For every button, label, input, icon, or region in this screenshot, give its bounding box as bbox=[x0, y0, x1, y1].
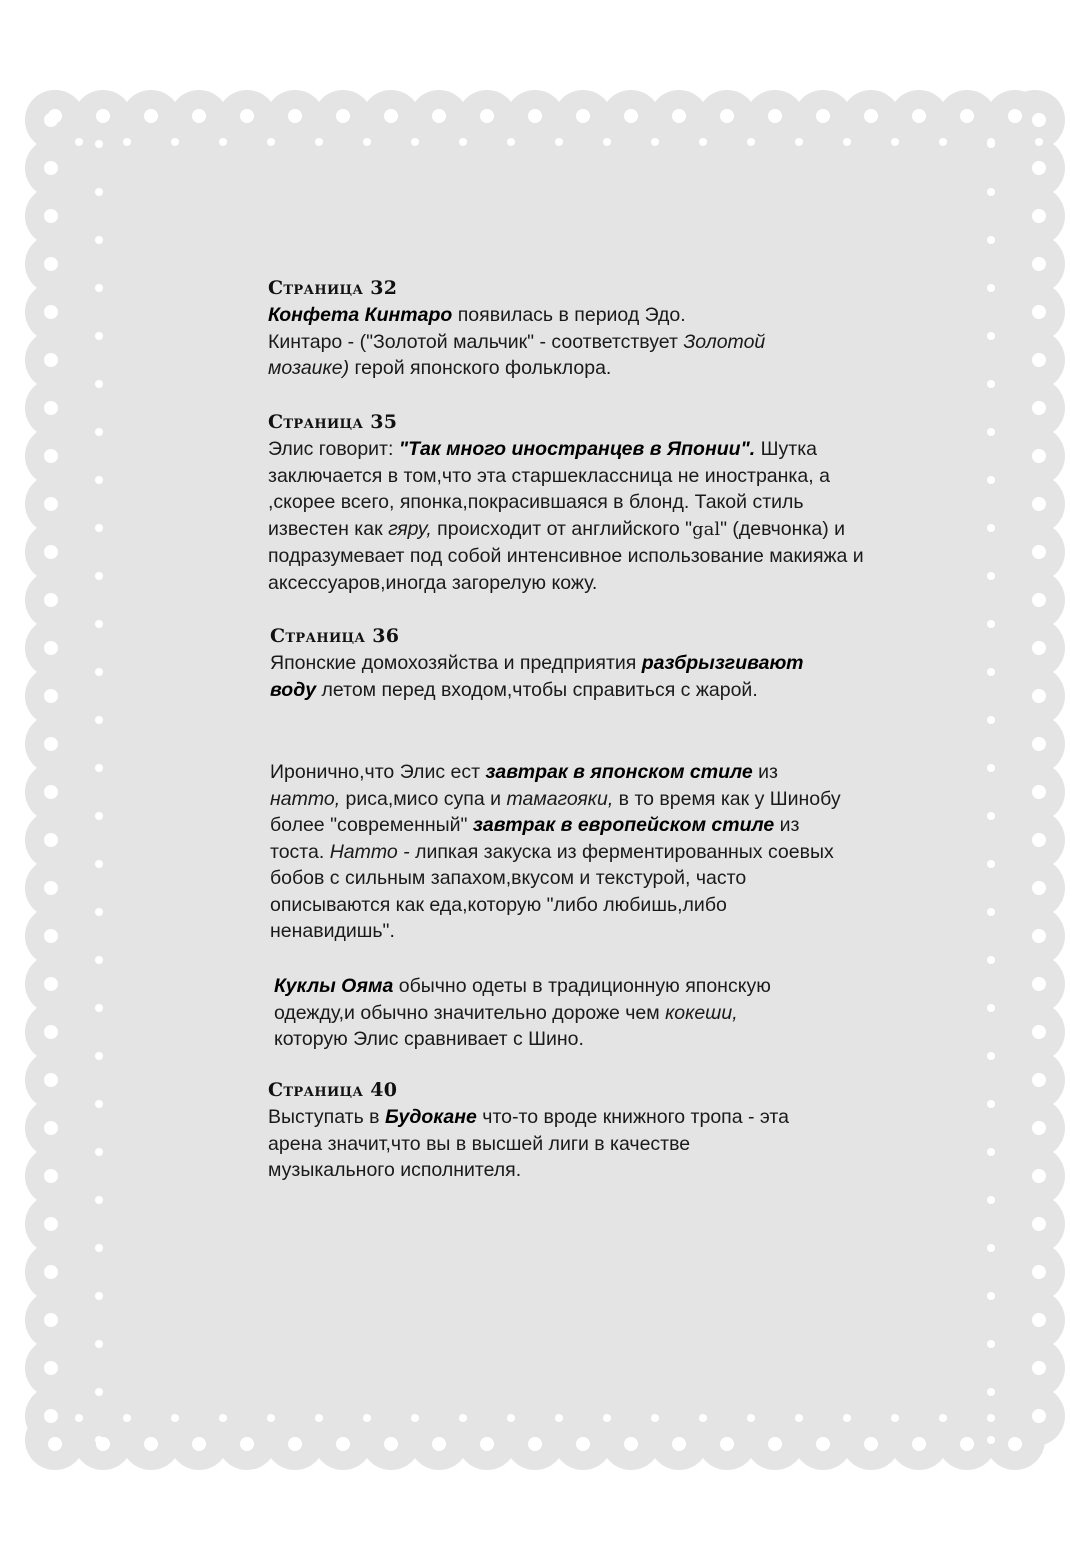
term-kokeshi: кокеши, bbox=[665, 1001, 738, 1024]
frame-hole bbox=[44, 401, 58, 415]
frame-hole bbox=[315, 138, 323, 146]
frame-hole bbox=[603, 138, 611, 146]
frame-hole bbox=[624, 109, 638, 123]
frame-hole bbox=[987, 1004, 995, 1012]
frame-hole bbox=[95, 524, 103, 532]
frame-hole bbox=[44, 545, 58, 559]
section-text bbox=[274, 973, 814, 1053]
frame-hole bbox=[171, 1414, 179, 1422]
section-heading: Страница 36 bbox=[270, 625, 400, 647]
frame-hole bbox=[987, 860, 995, 868]
frame-hole bbox=[95, 380, 103, 388]
frame-hole bbox=[1032, 1025, 1046, 1039]
frame-hole bbox=[95, 1148, 103, 1156]
frame-hole bbox=[240, 109, 254, 123]
frame-hole bbox=[795, 138, 803, 146]
frame-hole bbox=[576, 109, 590, 123]
frame-hole bbox=[987, 668, 995, 676]
frame-hole bbox=[747, 138, 755, 146]
frame-hole bbox=[144, 1437, 158, 1451]
frame-hole bbox=[95, 1100, 103, 1108]
text-run: что-то вроде книжного тропа - эта арена значит,что вы в высшей лиги в качестве музыкального исполнителя. bbox=[268, 1106, 789, 1181]
frame-hole bbox=[95, 1196, 103, 1204]
frame-hole bbox=[363, 1414, 371, 1422]
frame-hole bbox=[336, 1437, 350, 1451]
term-tamagoyaki: тамагояки, bbox=[506, 787, 614, 810]
frame-hole bbox=[1032, 1361, 1046, 1375]
frame-hole bbox=[95, 812, 103, 820]
frame-hole bbox=[95, 764, 103, 772]
frame-hole bbox=[816, 1437, 830, 1451]
frame-hole bbox=[987, 524, 995, 532]
frame-hole bbox=[1032, 545, 1046, 559]
frame-hole bbox=[987, 620, 995, 628]
text-run: происходит от английского " bbox=[431, 517, 693, 540]
frame-hole bbox=[768, 1437, 782, 1451]
frame-hole bbox=[555, 1414, 563, 1422]
frame-hole bbox=[459, 138, 467, 146]
frame-hole bbox=[192, 109, 206, 123]
term-gal: gal bbox=[692, 518, 721, 540]
frame-hole bbox=[720, 1437, 734, 1451]
frame-hole bbox=[48, 1437, 62, 1451]
frame-hole bbox=[987, 140, 995, 148]
section-heading: Страница 40 bbox=[268, 1079, 398, 1101]
text-run: в то время как у Шинобу более "современный" bbox=[270, 787, 841, 836]
frame-hole bbox=[1032, 689, 1046, 703]
frame-hole bbox=[44, 689, 58, 703]
quote-foreigners: "Так много иностранцев в Японии". bbox=[398, 438, 756, 460]
frame-hole bbox=[44, 305, 58, 319]
term-sprinkle-water: разбрызгивают воду bbox=[270, 652, 804, 701]
frame-hole bbox=[939, 1414, 947, 1422]
frame-hole bbox=[1032, 1217, 1046, 1231]
section-page-35 bbox=[268, 410, 873, 596]
term-kintaro-candy: Конфета Кинтаро bbox=[268, 304, 453, 326]
section-page-36 bbox=[270, 624, 840, 703]
frame-hole bbox=[95, 908, 103, 916]
frame-hole bbox=[123, 138, 131, 146]
frame-hole bbox=[768, 109, 782, 123]
frame-hole bbox=[1032, 1121, 1046, 1135]
text-run: липкая закуска из ферментированных соевых бобов с сильным запахом,вкусом и текстурой, часто описываются как еда,которую "либо любишь,либо ненавидишь". bbox=[270, 840, 834, 942]
term-oyama-dolls: Куклы Ояма bbox=[274, 975, 394, 997]
frame-hole bbox=[192, 1437, 206, 1451]
frame-hole bbox=[1032, 833, 1046, 847]
frame-hole bbox=[267, 138, 275, 146]
frame-hole bbox=[1035, 138, 1043, 146]
term-european-breakfast: завтрак в европейском стиле bbox=[472, 814, 775, 836]
section-natto bbox=[270, 759, 850, 945]
frame-hole bbox=[95, 620, 103, 628]
section-heading: Страница 32 bbox=[268, 277, 398, 299]
frame-hole bbox=[555, 138, 563, 146]
frame-hole bbox=[912, 109, 926, 123]
frame-hole bbox=[843, 138, 851, 146]
frame-hole bbox=[95, 1388, 103, 1396]
frame-hole bbox=[1032, 161, 1046, 175]
frame-hole bbox=[1032, 737, 1046, 751]
frame-hole bbox=[240, 1437, 254, 1451]
frame-hole bbox=[987, 1100, 995, 1108]
frame-hole bbox=[336, 109, 350, 123]
frame-hole bbox=[987, 764, 995, 772]
text-run: Кинтаро - ("Золотой мальчик" - соответствует bbox=[268, 330, 684, 353]
frame-hole bbox=[432, 1437, 446, 1451]
frame-hole bbox=[44, 1025, 58, 1039]
frame-hole bbox=[1032, 641, 1046, 655]
frame-hole bbox=[795, 1414, 803, 1422]
frame-hole bbox=[95, 1244, 103, 1252]
frame-hole bbox=[1032, 353, 1046, 367]
frame-hole bbox=[95, 668, 103, 676]
frame-hole bbox=[44, 1073, 58, 1087]
frame-hole bbox=[987, 332, 995, 340]
frame-hole bbox=[44, 737, 58, 751]
term-japanese-breakfast: завтрак в японском стиле bbox=[485, 761, 753, 783]
frame-hole bbox=[1032, 113, 1046, 127]
frame-hole bbox=[576, 1437, 590, 1451]
frame-hole bbox=[528, 1437, 542, 1451]
frame-hole bbox=[75, 138, 83, 146]
term-budokan: Будокане bbox=[384, 1106, 477, 1128]
frame-hole bbox=[95, 572, 103, 580]
frame-hole bbox=[864, 1437, 878, 1451]
frame-hole bbox=[95, 1052, 103, 1060]
frame-hole bbox=[95, 1292, 103, 1300]
frame-hole bbox=[44, 1217, 58, 1231]
section-text bbox=[268, 302, 828, 382]
frame-hole bbox=[44, 1313, 58, 1327]
frame-hole bbox=[384, 109, 398, 123]
frame-hole bbox=[672, 1437, 686, 1451]
term-natto-definition: Натто - bbox=[329, 840, 410, 863]
frame-hole bbox=[44, 1121, 58, 1135]
frame-hole bbox=[1008, 1437, 1022, 1451]
frame-hole bbox=[432, 109, 446, 123]
frame-hole bbox=[95, 1004, 103, 1012]
frame-hole bbox=[651, 1414, 659, 1422]
frame-hole bbox=[95, 188, 103, 196]
frame-hole bbox=[987, 1196, 995, 1204]
frame-hole bbox=[987, 1052, 995, 1060]
frame-hole bbox=[1032, 1073, 1046, 1087]
frame-hole bbox=[95, 860, 103, 868]
text-run: Выступать в bbox=[268, 1106, 385, 1128]
section-oyama-dolls bbox=[274, 973, 814, 1053]
frame-hole bbox=[267, 1414, 275, 1422]
frame-hole bbox=[651, 138, 659, 146]
text-run: Элис говорит: bbox=[268, 438, 399, 460]
frame-hole bbox=[960, 109, 974, 123]
frame-hole bbox=[816, 109, 830, 123]
frame-hole bbox=[480, 1437, 494, 1451]
frame-hole bbox=[44, 929, 58, 943]
frame-hole bbox=[987, 1292, 995, 1300]
frame-hole bbox=[95, 140, 103, 148]
frame-hole bbox=[843, 1414, 851, 1422]
frame-hole bbox=[44, 977, 58, 991]
frame-hole bbox=[411, 1414, 419, 1422]
italic-run: Золотой мозаике) bbox=[268, 330, 766, 379]
frame-hole bbox=[171, 138, 179, 146]
frame-hole bbox=[987, 428, 995, 436]
frame-hole bbox=[1032, 1169, 1046, 1183]
text-run: появилась в период Эдо. bbox=[452, 304, 686, 326]
frame-hole bbox=[987, 572, 995, 580]
frame-hole bbox=[480, 109, 494, 123]
text-run: Шутка заключается в том,что эта старшеклассница не иностранка, а ,скорее всего, японка,покрасившаяся в блонд. Такой стиль известен как bbox=[268, 438, 830, 540]
frame-hole bbox=[219, 1414, 227, 1422]
frame-hole bbox=[987, 188, 995, 196]
frame-hole bbox=[44, 449, 58, 463]
frame-hole bbox=[384, 1437, 398, 1451]
frame-hole bbox=[95, 428, 103, 436]
frame-hole bbox=[864, 109, 878, 123]
frame-hole bbox=[44, 1361, 58, 1375]
frame-hole bbox=[1032, 785, 1046, 799]
frame-hole bbox=[1032, 401, 1046, 415]
frame-hole bbox=[44, 1265, 58, 1279]
frame-hole bbox=[95, 236, 103, 244]
frame-hole bbox=[528, 109, 542, 123]
frame-hole bbox=[363, 138, 371, 146]
frame-hole bbox=[912, 1437, 926, 1451]
text-run: Японские домохозяйства и предприятия bbox=[270, 652, 642, 674]
frame-hole bbox=[987, 956, 995, 964]
frame-hole bbox=[44, 209, 58, 223]
frame-hole bbox=[44, 833, 58, 847]
section-text bbox=[270, 759, 850, 945]
frame-hole bbox=[1032, 1265, 1046, 1279]
text-run: Иронично,что Элис ест bbox=[270, 761, 486, 783]
section-heading: Страница 35 bbox=[268, 411, 398, 433]
frame-hole bbox=[987, 236, 995, 244]
frame-hole bbox=[960, 1437, 974, 1451]
frame-hole bbox=[747, 1414, 755, 1422]
frame-hole bbox=[1032, 497, 1046, 511]
frame-hole bbox=[603, 1414, 611, 1422]
frame-hole bbox=[95, 1340, 103, 1348]
text-run: риса,мисо супа и bbox=[340, 787, 507, 810]
text-run: летом перед входом,чтобы справиться с жарой. bbox=[316, 678, 758, 701]
frame-hole bbox=[44, 785, 58, 799]
frame-hole bbox=[987, 1148, 995, 1156]
frame-hole bbox=[44, 113, 58, 127]
frame-hole bbox=[1032, 1313, 1046, 1327]
section-text bbox=[268, 436, 873, 596]
frame-hole bbox=[1032, 305, 1046, 319]
frame-hole bbox=[699, 1414, 707, 1422]
section-page-32 bbox=[268, 276, 828, 382]
frame-hole bbox=[44, 1169, 58, 1183]
frame-hole bbox=[44, 1409, 58, 1423]
frame-hole bbox=[987, 1414, 995, 1422]
frame-hole bbox=[44, 257, 58, 271]
frame-hole bbox=[44, 353, 58, 367]
frame-hole bbox=[624, 1437, 638, 1451]
frame-hole bbox=[987, 1436, 995, 1444]
frame-hole bbox=[44, 593, 58, 607]
term-gyaru: гяру, bbox=[388, 517, 432, 540]
frame-hole bbox=[699, 138, 707, 146]
frame-hole bbox=[44, 161, 58, 175]
frame-hole bbox=[987, 812, 995, 820]
section-text bbox=[270, 650, 840, 703]
frame-hole bbox=[672, 109, 686, 123]
frame-hole bbox=[75, 1414, 83, 1422]
text-run: " (девчонка) и подразумевает под собой интенсивное использование макияжа и аксессуаров,иногда загорелую кожу. bbox=[268, 517, 864, 594]
frame-hole bbox=[1032, 881, 1046, 895]
text-run: которую Элис сравнивает с Шино. bbox=[274, 1028, 584, 1050]
frame-hole bbox=[95, 956, 103, 964]
term-natto: натто, bbox=[270, 787, 341, 810]
text-run: из тоста. bbox=[270, 814, 800, 863]
frame-hole bbox=[1032, 1409, 1046, 1423]
frame-hole bbox=[219, 138, 227, 146]
frame-hole bbox=[144, 109, 158, 123]
frame-hole bbox=[411, 138, 419, 146]
frame-hole bbox=[1008, 109, 1022, 123]
frame-hole bbox=[987, 1340, 995, 1348]
frame-hole bbox=[987, 380, 995, 388]
text-run: обычно одеты в традиционную японскую одежду,и обычно значительно дороже чем bbox=[274, 975, 771, 1024]
frame-hole bbox=[95, 332, 103, 340]
frame-hole bbox=[95, 284, 103, 292]
text-run: герой японского фольклора. bbox=[349, 357, 612, 379]
frame-hole bbox=[44, 497, 58, 511]
frame-hole bbox=[891, 1414, 899, 1422]
frame-hole bbox=[1032, 977, 1046, 991]
frame-hole bbox=[96, 109, 110, 123]
frame-hole bbox=[939, 138, 947, 146]
frame-hole bbox=[891, 138, 899, 146]
frame-hole bbox=[987, 284, 995, 292]
frame-hole bbox=[1032, 257, 1046, 271]
frame-hole bbox=[288, 109, 302, 123]
frame-hole bbox=[288, 1437, 302, 1451]
frame-hole bbox=[44, 881, 58, 895]
frame-hole bbox=[507, 1414, 515, 1422]
section-page-40 bbox=[268, 1078, 798, 1184]
frame-hole bbox=[720, 109, 734, 123]
frame-hole bbox=[95, 476, 103, 484]
frame-hole bbox=[315, 1414, 323, 1422]
frame-hole bbox=[507, 138, 515, 146]
frame-hole bbox=[95, 1436, 103, 1444]
frame-hole bbox=[987, 1244, 995, 1252]
frame-hole bbox=[987, 1388, 995, 1396]
frame-hole bbox=[44, 641, 58, 655]
frame-hole bbox=[459, 1414, 467, 1422]
frame-hole bbox=[123, 1414, 131, 1422]
frame-hole bbox=[95, 716, 103, 724]
frame-hole bbox=[1032, 449, 1046, 463]
section-text bbox=[268, 1104, 798, 1184]
frame-hole bbox=[987, 908, 995, 916]
text-run: из bbox=[752, 761, 779, 783]
frame-hole bbox=[987, 476, 995, 484]
frame-hole bbox=[1032, 209, 1046, 223]
frame-hole bbox=[1032, 593, 1046, 607]
frame-hole bbox=[1032, 929, 1046, 943]
frame-hole bbox=[987, 716, 995, 724]
